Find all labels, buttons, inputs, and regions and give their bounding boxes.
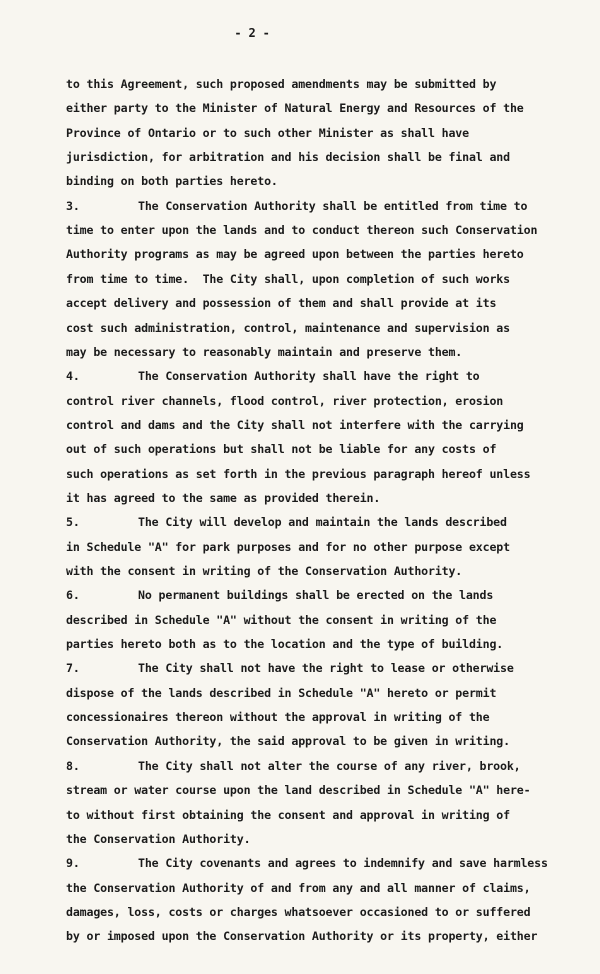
line-text: to without first obtaining the consent and approval in writing of [66,807,510,822]
line-text: stream or water course upon the land described in Schedule "A" here- [66,783,531,798]
text-line [66,612,496,628]
line-text: The City covenants and agrees to indemnify and save harmless [138,856,548,871]
line-text: binding on both parties hereto. [66,174,278,189]
text-line [66,173,278,189]
line-text: by or imposed upon the Conservation Authority or its property, either [66,929,538,944]
text-line [66,100,524,116]
text-line [66,417,524,433]
line-text: No permanent buildings shall be erected on the lands [138,588,494,603]
paragraph-start-line [66,660,514,676]
paragraph-number: 8. [66,758,80,773]
paragraph-start-line [66,855,548,871]
text-line [66,466,530,482]
line-text: out of such operations but shall not be liable for any costs of [66,442,497,457]
text-line [66,393,503,409]
line-text: control and dams and the City shall not interfere with the carrying [66,417,524,432]
text-line [66,636,503,652]
line-text: it has agreed to the same as provided therein. [66,490,381,505]
text-line [66,149,510,165]
paragraph-start-line [66,758,520,774]
text-line [66,733,510,749]
text-line [66,246,524,262]
text-line [66,344,462,360]
paragraph-start-line [66,198,527,214]
line-text: control river channels, flood control, river protection, erosion [66,393,504,408]
line-text: to this Agreement, such proposed amendments may be submitted by [66,77,497,91]
line-text: The Conservation Authority shall have the right to [138,369,480,384]
line-text: Province of Ontario or to such other Minister as shall have [66,125,469,140]
line-text: described in Schedule "A" without the consent in writing of the [66,612,497,627]
line-text: in Schedule "A" for park purposes and for no other purpose except [66,539,510,554]
text-line [66,904,530,920]
line-text: The City shall not have the right to lease or otherwise [138,661,514,676]
line-text: the Conservation Authority. [66,831,251,846]
page-number: - 2 - [234,26,270,40]
line-text: accept delivery and possession of them and shall provide at its [66,296,497,311]
line-text: from time to time. The City shall, upon completion of such works [66,271,510,286]
paragraph-number: 5. [66,515,80,530]
line-text: The Conservation Authority shall be entitled from time to [138,198,528,213]
line-text: dispose of the lands described in Schedule "A" hereto or permit [66,685,497,700]
line-text: Authority programs as may be agreed upon between the parties hereto [66,247,524,262]
line-text: cost such administration, control, maintenance and supervision as [66,320,510,335]
text-line [66,320,510,336]
line-text: parties hereto both as to the location and the type of building. [66,637,504,652]
paragraph-number: 3. [66,198,80,213]
paragraph-start-line [66,368,480,384]
paragraph-number: 9. [66,856,80,871]
paragraph-number: 6. [66,588,80,603]
text-line [66,125,469,141]
text-line [66,928,537,944]
line-text: Conservation Authority, the said approval to be given in writing. [66,734,510,749]
text-line [66,709,489,725]
text-line [66,295,496,311]
text-line [66,782,530,798]
line-text: damages, loss, costs or charges whatsoever occasioned to or suffered [66,904,531,919]
text-line [66,222,537,238]
line-text: either party to the Minister of Natural Energy and Resources of the [66,101,524,116]
text-line [66,490,380,506]
paragraph-start-line [66,514,507,530]
text-line [66,539,510,555]
line-text: with the consent in writing of the Conservation Authority. [66,564,463,578]
paragraph-number: 4. [66,369,80,384]
text-line [66,880,530,896]
text-line [66,807,510,823]
line-text: jurisdiction, for arbitration and his decision shall be final and [66,150,510,165]
text-line [66,271,510,287]
text-line [66,685,496,701]
line-text: may be necessary to reasonably maintain and preserve them. [66,344,463,359]
text-line [66,441,496,457]
text-line [66,831,250,847]
line-text: the Conservation Authority of and from any and all manner of claims, [66,880,531,895]
text-line [66,76,496,92]
line-text: time to enter upon the lands and to conduct thereon such Conservation [66,223,538,238]
line-text: concessionaires thereon without the approval in writing of the [66,710,490,725]
line-text: The City shall not alter the course of any river, brook, [138,758,521,773]
text-line [66,563,462,579]
line-text: The City will develop and maintain the lands described [138,515,507,530]
paragraph-number: 7. [66,661,80,676]
line-text: such operations as set forth in the previous paragraph hereof unless [66,466,531,481]
paragraph-start-line [66,587,493,603]
